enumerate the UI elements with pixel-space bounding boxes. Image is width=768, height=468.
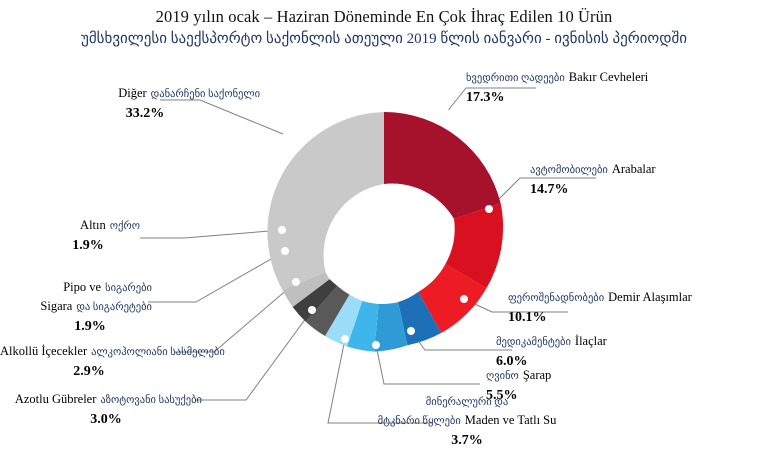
label-diger	[30, 84, 260, 122]
label-tr-diger: Diğer	[118, 86, 147, 100]
label-ka-arabalar: ავტომობილები	[530, 165, 608, 176]
label-ka-bakir-cevheleri: ხვედრითი ღადეები	[466, 73, 565, 84]
label-tr-arabalar: Arabalar	[611, 162, 656, 176]
label-ka-diger: დანარჩენი საქონელი	[150, 89, 260, 100]
label-tr-azotlu-gubreler: Azotlu Gübreler	[14, 392, 97, 406]
slice-bakir-cevheleri	[384, 112, 501, 219]
label-ka-maden-line2: მტკნარი წყლები	[377, 415, 461, 427]
label-ka-sarap: ღვინო	[486, 371, 519, 382]
label-azotlu-gubreler	[10, 390, 202, 428]
label-tr-alkollu-icecekler: Alkollü İçecekler	[0, 344, 88, 358]
label-tr-sarap: Şarap	[522, 368, 552, 382]
label-maden-ve-tatli-su	[362, 392, 572, 449]
label-pct-arabalar: 14.7%	[530, 181, 569, 197]
slice-diger	[267, 112, 384, 290]
donut-slices	[267, 112, 503, 352]
label-pct-maden-ve-tatli-su: 3.7%	[451, 432, 483, 448]
label-pct-ilaclar: 6.0%	[496, 353, 528, 369]
label-ka-pipo-line1: სიგარები	[105, 283, 152, 294]
label-pct-bakir-cevheleri: 17.3%	[466, 89, 505, 105]
label-tr-pipo-line2: Sigara	[40, 298, 73, 313]
label-demir-alasimlar	[508, 288, 692, 326]
label-tr-bakir-cevheleri: Bakır Cevheleri	[568, 70, 649, 84]
label-pct-demir-alasimlar: 10.1%	[508, 309, 547, 325]
label-tr-demir-alasimlar: Demir Alaşımlar	[608, 290, 692, 304]
label-bakir-cevheleri	[466, 68, 648, 106]
label-arabalar	[530, 160, 656, 198]
label-ilaclar	[496, 332, 607, 370]
label-tr-altin: Altın	[80, 218, 106, 232]
page-title: 2019 yılın ocak – Haziran Döneminde En Çok İhraç Edilen 10 Ürün	[155, 7, 613, 26]
label-tr-ilaclar: İlaçlar	[574, 334, 607, 348]
label-ka-azotlu-gubreler: აზოტოვანი სასუქები	[100, 395, 202, 406]
label-pct-azotlu-gubreler: 3.0%	[90, 411, 122, 427]
label-ka-pipo-line2: და სიგარეტები	[76, 301, 152, 313]
label-pct-diger: 33.2%	[125, 105, 165, 121]
label-ka-altin: ოქრო	[109, 221, 140, 232]
label-pct-sarap: 5.5%	[486, 387, 518, 403]
label-pct-alkollu-icecekler: 2.9%	[73, 363, 105, 379]
label-ka-demir-alasimlar: ფეროშენადნობები	[508, 293, 605, 304]
label-alkollu-icecekler	[0, 342, 225, 380]
label-ka-ilaclar: მედიკამენტები	[496, 337, 571, 348]
label-tr-maden-ve-tatli-su: Maden ve Tatlı Su	[464, 412, 557, 427]
label-pipo-ve-sigara	[28, 278, 152, 335]
page-subtitle: უმსხვილესი საექსპორტო საქონლის ათეული 2019 წლის იანვარი - ივნისის პერიოდში	[80, 31, 687, 47]
label-ka-alkollu-icecekler: ალკოჰოლიანი სასმელები	[91, 347, 225, 358]
label-altin	[36, 216, 140, 254]
label-ka-maden-line1: მინერალური და	[425, 397, 509, 408]
label-pct-altin: 1.9%	[72, 237, 104, 253]
label-tr-pipo-line1: Pipo ve	[63, 280, 102, 294]
label-pct-pipo-ve-sigara: 1.9%	[74, 318, 106, 334]
